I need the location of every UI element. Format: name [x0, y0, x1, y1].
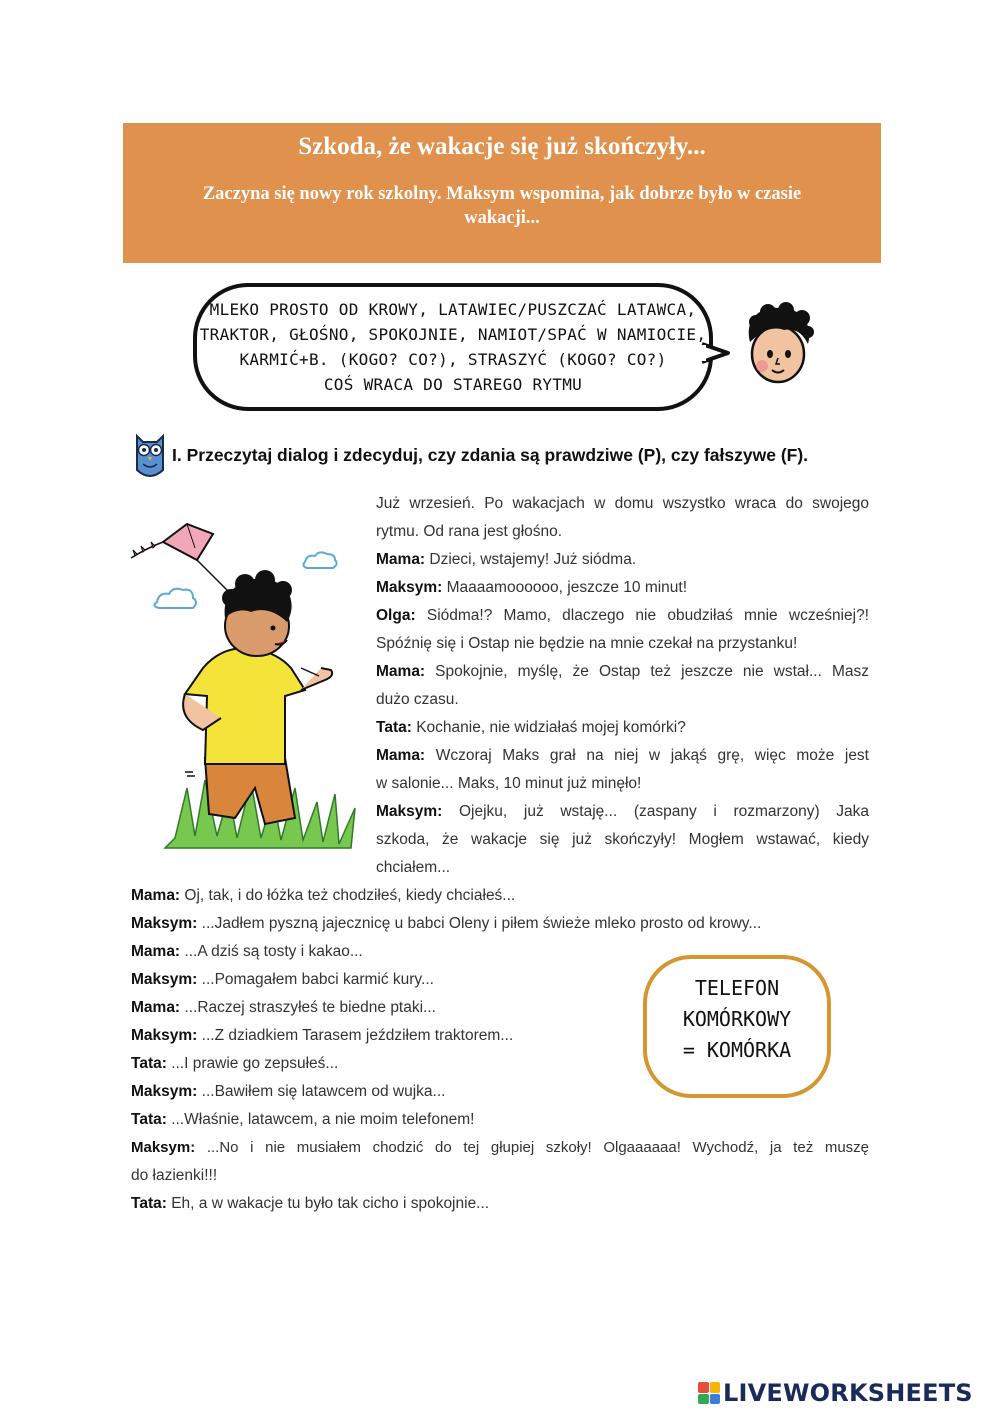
dialog-line: Maksym: ...Z dziadkiem Tarasem jeździłem traktorem... — [131, 1027, 514, 1044]
footer-brand — [698, 1380, 973, 1406]
dialog-line: Maksym: ...Pomagałem babci karmić kury... — [131, 971, 434, 988]
dialog-line: Mama: ...Raczej straszyłeś te biedne ptaki... — [131, 999, 436, 1016]
phone-note-line: KOMÓRKOWY — [682, 1007, 792, 1031]
dialog-line: Maksym: ...Bawiłem się latawcem od wujka... — [131, 1083, 446, 1100]
dialog-line: Mama: Dzieci, wstajemy! Już siódma. — [376, 551, 637, 568]
page-title: Szkoda, że wakacje się już skończyły... — [298, 133, 706, 160]
vocab-line: KARMIĆ+B. (KOGO? CO?), STRASZYĆ (KOGO? CO?) — [239, 350, 667, 369]
dialog-line: Mama: ...A dziś są tosty i kakao... — [131, 943, 363, 960]
page-subtitle: Zaczyna się nowy rok szkolny. Maksym wspomina, jak dobrze było w czasie wakacji... — [202, 184, 802, 228]
dialog-line: dużo czasu. — [376, 691, 459, 708]
vocab-speech-bubble — [193, 283, 713, 411]
dialog-line: Tata: ...I prawie go zepsułeś... — [131, 1055, 339, 1072]
bubble-tail-icon — [700, 340, 730, 366]
dialog-line: do łazienki!!! — [131, 1167, 218, 1184]
brand-text: LIVEWORKSHEETS — [723, 1379, 973, 1407]
dialog-line: Maksym: Maaaamoooooo, jeszcze 10 minut! — [376, 579, 688, 596]
vocab-text — [197, 297, 709, 397]
phone-vocab-note — [643, 955, 831, 1098]
vocab-line: TRAKTOR, GŁOŚNO, SPOKOJNIE, NAMIOT/SPAĆ W NAMIOCIE, — [199, 325, 707, 344]
dialog-line: rytmu. Od rana jest głośno. — [376, 523, 563, 540]
dialog-line: Maksym: ...No i nie musiałem chodzić do tej głupiej szkoły! Olgaaaaaa! Wychodź, ja też muszę — [131, 1139, 869, 1156]
dialog-line: w salonie... Maks, 10 minut już minęło! — [376, 775, 642, 792]
phone-note-line: = KOMÓRKA — [682, 1038, 792, 1062]
phone-note-text — [647, 973, 827, 1066]
task-heading: I. Przeczytaj dialog i zdecyduj, czy zdania są prawdziwe (P), czy fałszywe (F). — [172, 445, 809, 465]
vocab-line: COŚ WRACA DO STAREGO RYTMU — [323, 375, 583, 394]
dialog-line: Tata: Kochanie, nie widziałaś mojej komórki? — [376, 719, 686, 736]
dialog-line: Maksym: ...Jadłem pyszną jajecznicę u babci Oleny i piłem świeże mleko prosto od krowy... — [131, 915, 762, 932]
dialog-line: Maksym: Ojejku, już wstaję... (zaspany i rozmarzony) Jaka — [376, 803, 869, 820]
boy-face-icon — [740, 302, 816, 388]
vocab-line: MLEKO PROSTO OD KROWY, LATAWIEC/PUSZCZAĆ LATAWCA, — [209, 300, 697, 319]
dialog-line: Mama: Spokojnie, myślę, że Ostap też jeszcze nie wstał... Masz — [376, 663, 869, 680]
dialog-line: Tata: Eh, a w wakacje tu było tak cicho i spokojnie... — [131, 1195, 490, 1212]
dialog-line: Już wrzesień. Po wakacjach w domu wszystko wraca do swojego — [376, 495, 869, 512]
dialog-line: Mama: Oj, tak, i do łóżka też chodziłeś, kiedy chciałeś... — [131, 887, 516, 904]
owl-icon — [133, 430, 167, 480]
boy-with-kite-illustration — [125, 518, 365, 863]
liveworksheets-logo-icon — [698, 1382, 720, 1404]
phone-note-line: TELEFON — [694, 976, 780, 1000]
dialog-line: Tata: ...Właśnie, latawcem, a nie moim telefonem! — [131, 1111, 475, 1128]
dialog-line: szkoda, że wakacje się już skończyły! Mogłem wstawać, kiedy — [376, 831, 869, 848]
dialog-line: chciałem... — [376, 859, 451, 876]
header-banner — [123, 123, 881, 263]
dialog-line: Spóźnię się i Ostap nie będzie na mnie czekał na przystanku! — [376, 635, 798, 652]
dialog-line: Mama: Wczoraj Maks grał na niej w jakąś grę, więc może jest — [376, 747, 869, 764]
dialog-line: Olga: Siódma!? Mamo, dlaczego nie obudziłaś mnie wcześniej?! — [376, 607, 869, 624]
